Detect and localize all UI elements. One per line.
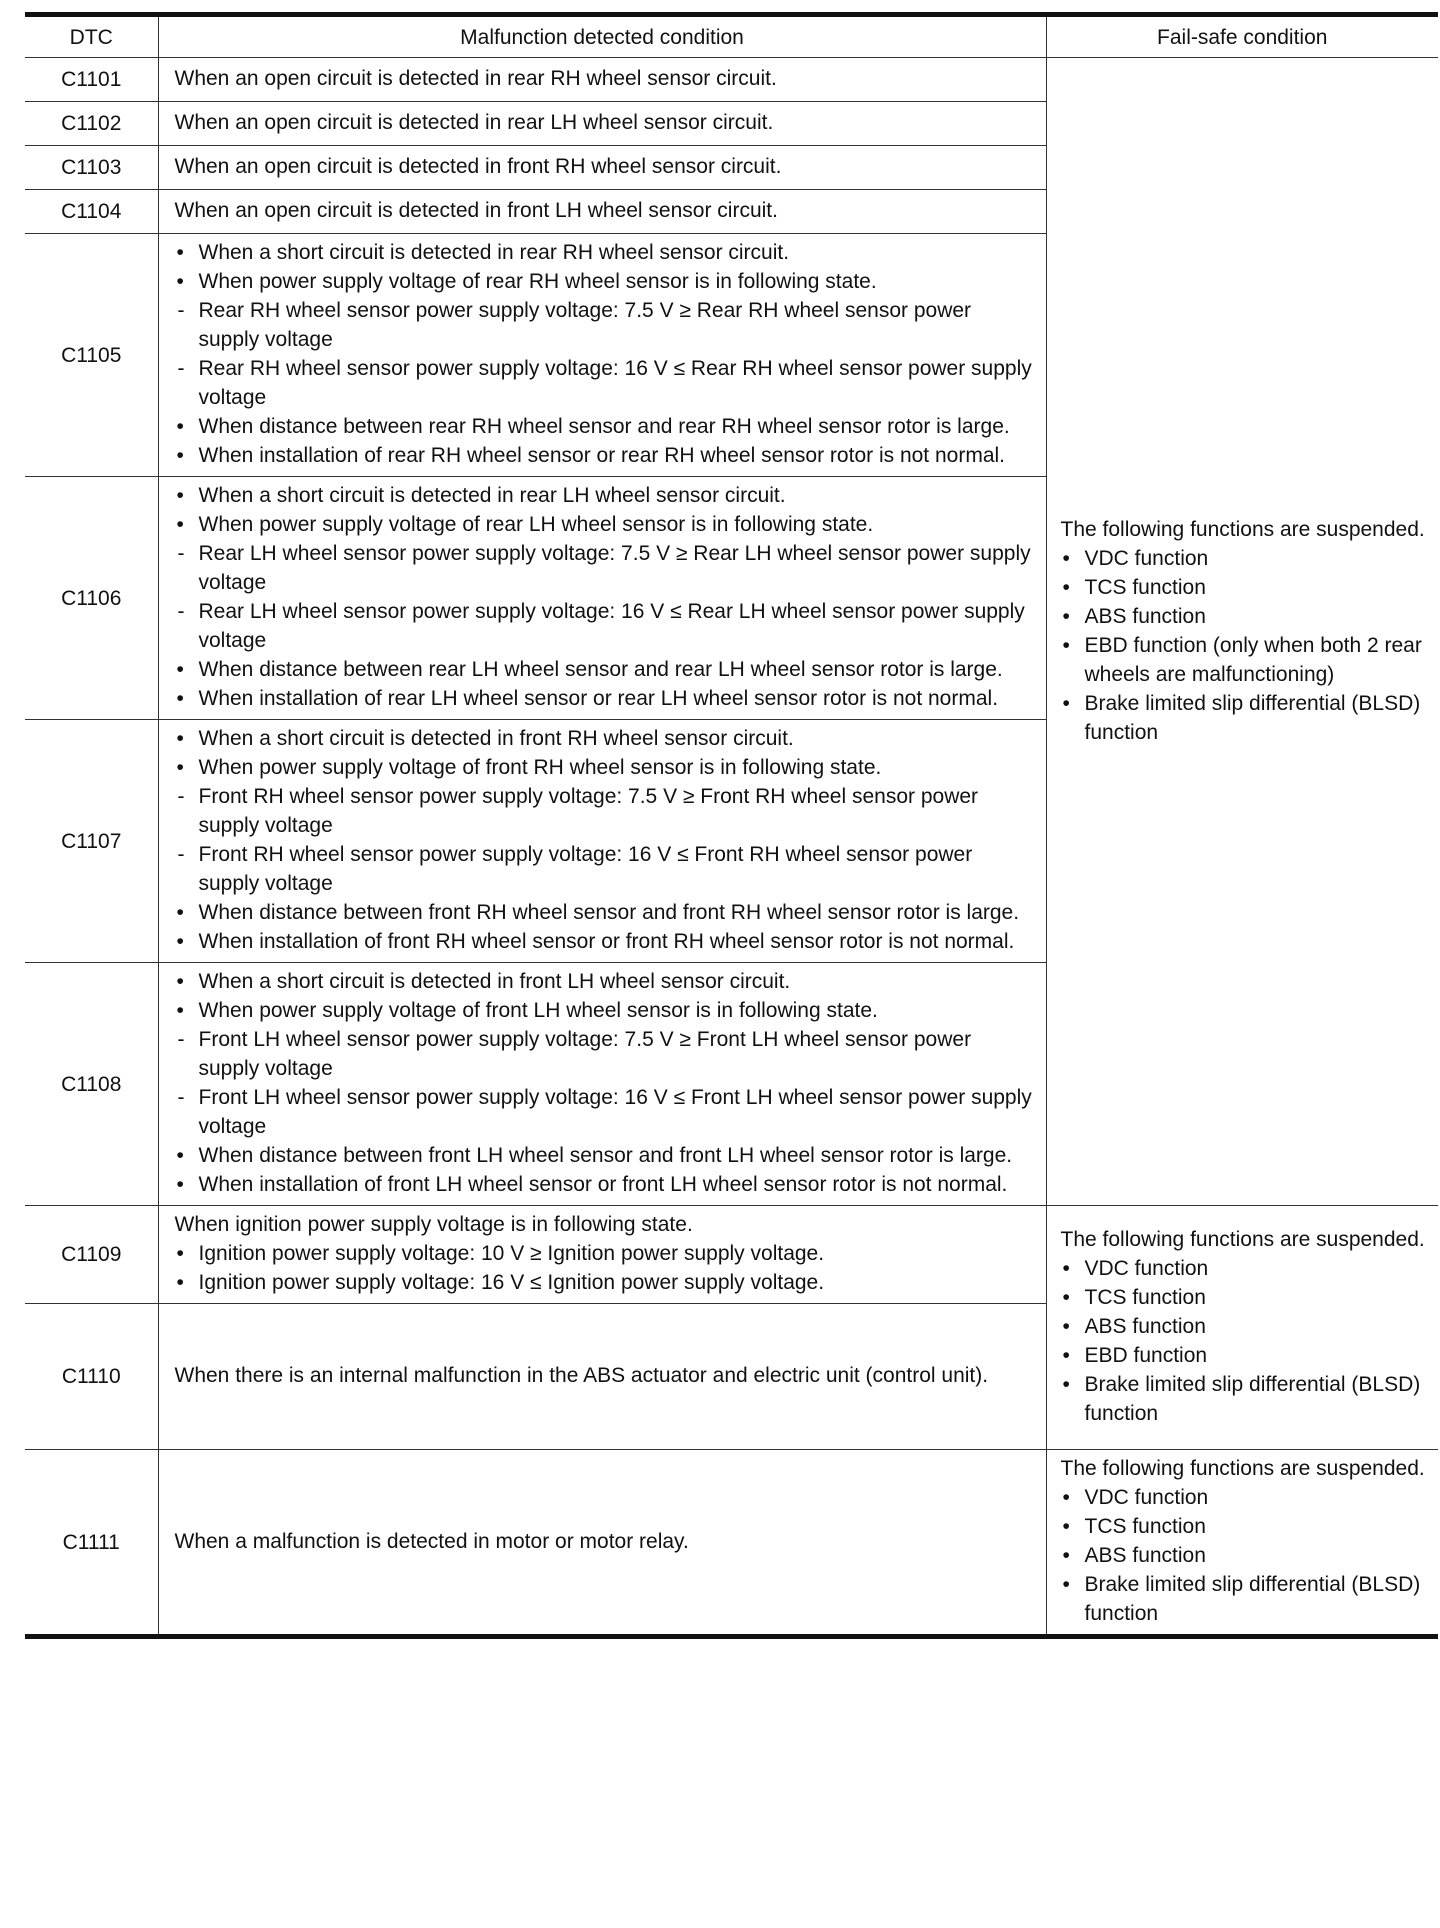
dtc-table (25, 12, 1438, 1639)
header-malfunction: Malfunction detected condition (158, 15, 1046, 58)
dtc-code: C1101 (25, 58, 158, 102)
list-item: • When installation of front LH wheel sensor or front LH wheel sensor rotor is not normal. (175, 1170, 1034, 1199)
malfunction-text: When an open circuit is detected in rear RH wheel sensor circuit. (158, 58, 1046, 102)
failsafe-intro: The following functions are suspended. (1060, 1457, 1425, 1480)
dtc-code: C1103 (25, 146, 158, 190)
dtc-code: C1108 (25, 963, 158, 1206)
list-item: • When distance between front LH wheel sensor and front LH wheel sensor rotor is large. (175, 1141, 1034, 1170)
dtc-code: C1105 (25, 234, 158, 477)
failsafe-list (1061, 1483, 1427, 1628)
list-item: • TCS function (1061, 1283, 1427, 1312)
dtc-code: C1111 (25, 1450, 158, 1637)
failsafe-cell (1046, 1206, 1438, 1450)
list-item: • ABS function (1061, 1312, 1427, 1341)
list-item: - Front LH wheel sensor power supply voltage: 16 V ≤ Front LH wheel sensor power supply voltage (175, 1083, 1034, 1141)
list-item: - Front RH wheel sensor power supply voltage: 7.5 V ≥ Front RH wheel sensor power supply voltage (175, 782, 1034, 840)
malfunction-list (175, 481, 1034, 713)
malfunction-list (175, 238, 1034, 470)
list-item: • VDC function (1061, 1254, 1427, 1283)
list-item: • When installation of front RH wheel sensor or front RH wheel sensor rotor is not normal. (175, 927, 1034, 956)
failsafe-intro: The following functions are suspended. (1060, 517, 1425, 541)
list-item: - Rear LH wheel sensor power supply voltage: 7.5 V ≥ Rear LH wheel sensor power supply voltage (175, 539, 1034, 597)
list-item: • When a short circuit is detected in rear RH wheel sensor circuit. (175, 238, 1034, 267)
list-item: • When distance between front RH wheel sensor and front RH wheel sensor rotor is large. (175, 898, 1034, 927)
list-item: • EBD function (1061, 1341, 1427, 1370)
malfunction-cell (158, 963, 1046, 1206)
failsafe-intro: The following functions are suspended. (1060, 1228, 1425, 1251)
list-item: • When a short circuit is detected in rear LH wheel sensor circuit. (175, 481, 1034, 510)
list-item: • Brake limited slip differential (BLSD) function (1061, 1570, 1427, 1628)
list-item: • When power supply voltage of front LH wheel sensor is in following state. (175, 996, 1034, 1025)
table-row (25, 1450, 1438, 1637)
dtc-code: C1104 (25, 190, 158, 234)
list-item: • Brake limited slip differential (BLSD) function (1061, 689, 1427, 747)
list-item: - Rear RH wheel sensor power supply voltage: 16 V ≤ Rear RH wheel sensor power supply voltage (175, 354, 1034, 412)
list-item: - Front LH wheel sensor power supply voltage: 7.5 V ≥ Front LH wheel sensor power supply voltage (175, 1025, 1034, 1083)
list-item: - Rear RH wheel sensor power supply voltage: 7.5 V ≥ Rear RH wheel sensor power supply voltage (175, 296, 1034, 354)
list-item: • When installation of rear RH wheel sensor or rear RH wheel sensor rotor is not normal. (175, 441, 1034, 470)
list-item: • TCS function (1061, 573, 1427, 602)
list-item: • Ignition power supply voltage: 16 V ≤ Ignition power supply voltage. (175, 1268, 1034, 1297)
list-item: • When installation of rear LH wheel sensor or rear LH wheel sensor rotor is not normal. (175, 684, 1034, 713)
list-item: • ABS function (1061, 1541, 1427, 1570)
malfunction-text: When an open circuit is detected in rear LH wheel sensor circuit. (158, 102, 1046, 146)
malfunction-text: When an open circuit is detected in front RH wheel sensor circuit. (158, 146, 1046, 190)
list-item: • TCS function (1061, 1512, 1427, 1541)
table-row (25, 58, 1438, 102)
malfunction-intro: When ignition power supply voltage is in following state. (174, 1213, 693, 1236)
malfunction-cell (158, 720, 1046, 963)
malfunction-cell (158, 477, 1046, 720)
list-item: - Rear LH wheel sensor power supply voltage: 16 V ≤ Rear LH wheel sensor power supply voltage (175, 597, 1034, 655)
list-item: • When power supply voltage of rear LH wheel sensor is in following state. (175, 510, 1034, 539)
list-item: • When a short circuit is detected in front LH wheel sensor circuit. (175, 967, 1034, 996)
header-failsafe: Fail-safe condition (1046, 15, 1438, 58)
list-item: • When distance between rear RH wheel sensor and rear RH wheel sensor rotor is large. (175, 412, 1034, 441)
failsafe-list (1061, 544, 1427, 747)
dtc-code: C1102 (25, 102, 158, 146)
header-dtc: DTC (25, 15, 158, 58)
list-item: • When power supply voltage of front RH wheel sensor is in following state. (175, 753, 1034, 782)
failsafe-cell (1046, 1450, 1438, 1637)
failsafe-list (1061, 1254, 1427, 1428)
list-item: • EBD function (only when both 2 rear wheels are malfunctioning) (1061, 631, 1427, 689)
dtc-code: C1107 (25, 720, 158, 963)
malfunction-list (175, 724, 1034, 956)
list-item: • When distance between rear LH wheel sensor and rear LH wheel sensor rotor is large. (175, 655, 1034, 684)
list-item: • VDC function (1061, 1483, 1427, 1512)
malfunction-cell (158, 234, 1046, 477)
malfunction-text: When an open circuit is detected in front LH wheel sensor circuit. (158, 190, 1046, 234)
list-item: • ABS function (1061, 602, 1427, 631)
malfunction-text: When there is an internal malfunction in the ABS actuator and electric unit (control unit). (158, 1304, 1046, 1450)
list-item: - Front RH wheel sensor power supply voltage: 16 V ≤ Front RH wheel sensor power supply voltage (175, 840, 1034, 898)
list-item: • When a short circuit is detected in front RH wheel sensor circuit. (175, 724, 1034, 753)
dtc-code: C1109 (25, 1206, 158, 1304)
table-row (25, 1206, 1438, 1304)
malfunction-list (175, 1239, 1034, 1297)
dtc-code: C1110 (25, 1304, 158, 1450)
malfunction-list (175, 967, 1034, 1199)
malfunction-text: When a malfunction is detected in motor or motor relay. (158, 1450, 1046, 1637)
header-row (25, 15, 1438, 58)
list-item: • When power supply voltage of rear RH wheel sensor is in following state. (175, 267, 1034, 296)
failsafe-cell (1046, 58, 1438, 1206)
dtc-code: C1106 (25, 477, 158, 720)
list-item: • Brake limited slip differential (BLSD) function (1061, 1370, 1427, 1428)
malfunction-cell (158, 1206, 1046, 1304)
list-item: • VDC function (1061, 544, 1427, 573)
list-item: • Ignition power supply voltage: 10 V ≥ Ignition power supply voltage. (175, 1239, 1034, 1268)
